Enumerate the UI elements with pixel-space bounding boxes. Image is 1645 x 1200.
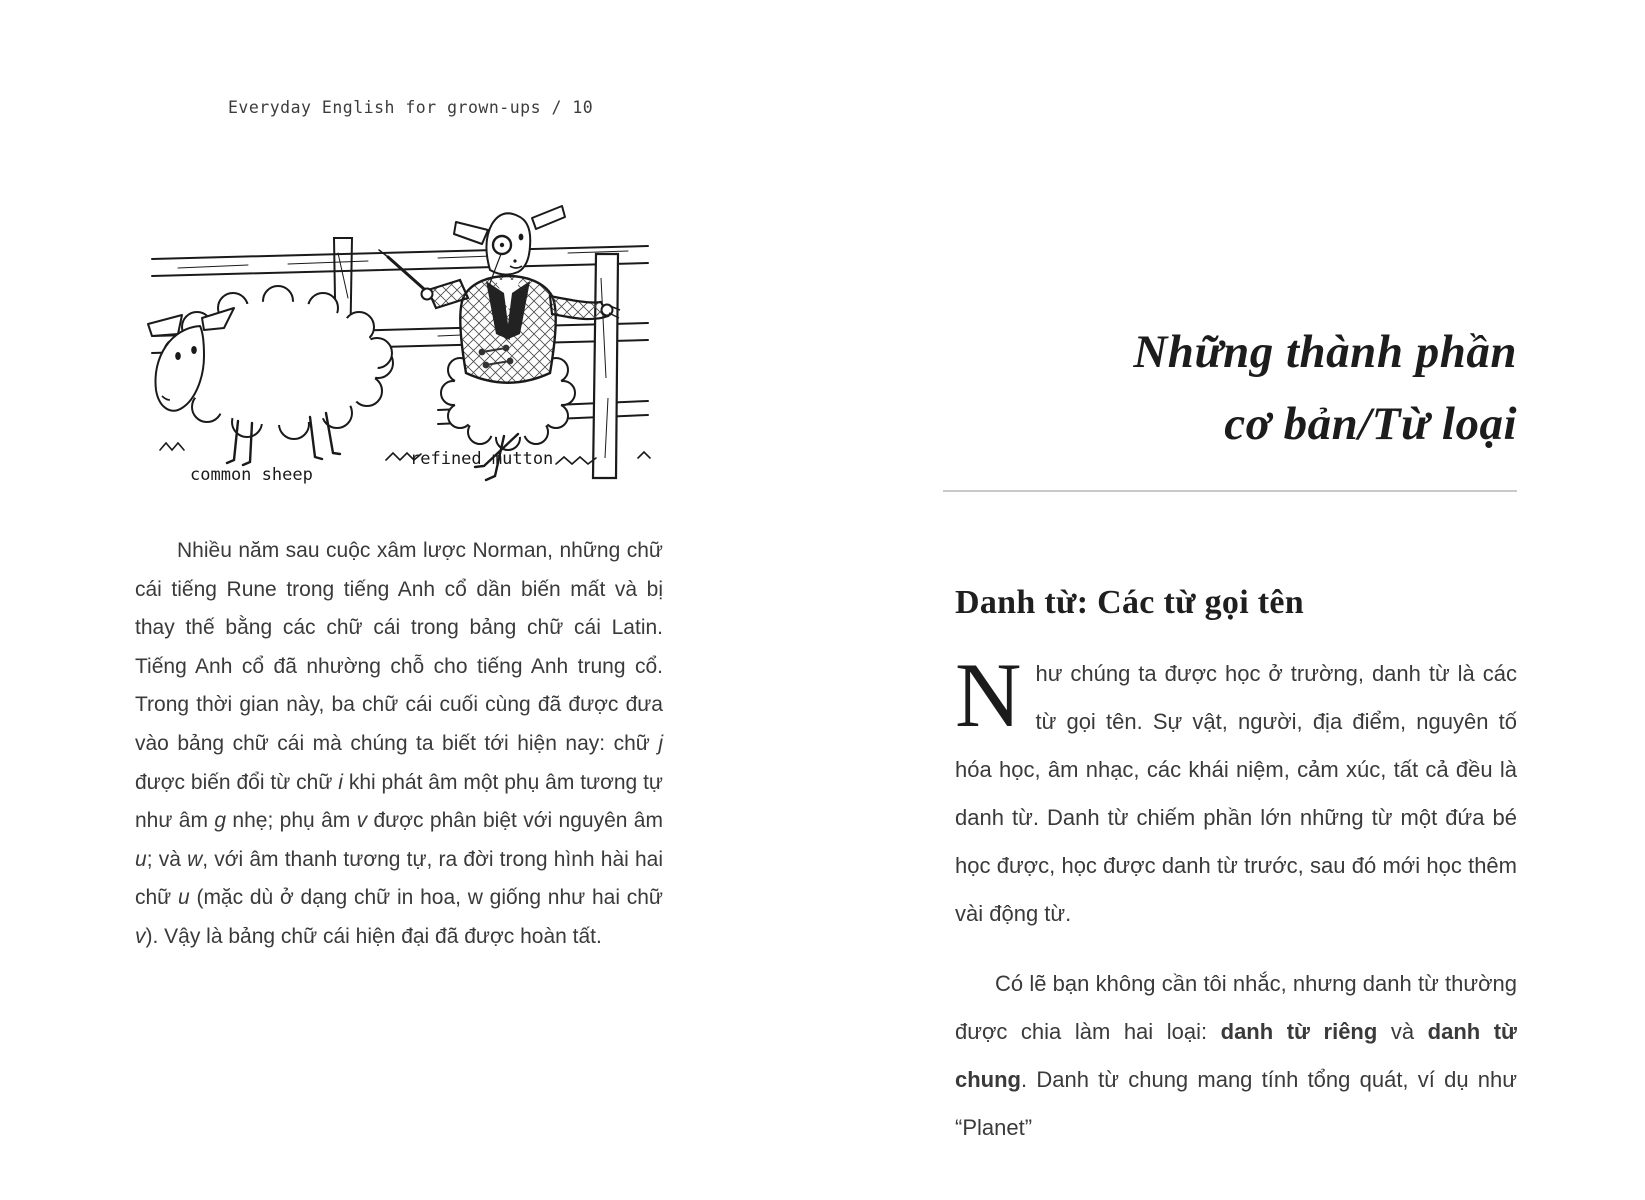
common-sheep <box>148 286 393 465</box>
right-page <box>955 316 1517 1174</box>
chapter-title-line-1: Những thành phần <box>1133 326 1517 378</box>
caption-refined-mutton: refined mutton <box>410 449 554 469</box>
noun-intro-text: hư chúng ta được học ở trường, danh từ là các từ gọi tên. Sự vật, người, địa điểm, nguyên tố hóa học, âm nhạc, các khái niệm, cảm xúc, tất cả đều là danh từ. Danh từ chiếm phần lớn những từ một đứa bé học được, học được danh từ trước, sau đó mới học thêm vài động từ. <box>955 661 1517 927</box>
chapter-title <box>955 316 1517 460</box>
caption-common-sheep: common sheep <box>190 465 313 485</box>
sheep-cartoon-illustration <box>138 158 666 496</box>
noun-intro-paragraph <box>955 644 1517 938</box>
title-divider-rule <box>943 490 1517 492</box>
section-heading: Danh từ: Các từ gọi tên <box>955 584 1304 621</box>
dropcap-letter: N <box>955 644 1022 747</box>
left-page-paragraph: Nhiều năm sau cuộc xâm lược Norman, những chữ cái tiếng Rune trong tiếng Anh cổ dần biến mất và bị thay thế bằng các chữ cái trong bảng chữ cái Latin. Tiếng Anh cổ đã nhường chỗ cho tiếng Anh trung cổ. Trong thời gian này, ba chữ cái cuối cùng đã được đưa vào bảng chữ cái mà chúng ta biết tới hiện nay: chữ j được biến đổi từ chữ i khi phát âm một phụ âm tương tự như âm g nhẹ; phụ âm v được phân biệt với nguyên âm u; và w, với âm thanh tương tự, ra đời trong hình hài hai chữ u (mặc dù ở dạng chữ in hoa, w giống như hai chữ v). Vậy là bảng chữ cái hiện đại đã được hoàn tất. <box>135 539 663 948</box>
noun-types-paragraph: Có lẽ bạn không cần tôi nhắc, nhưng danh từ thường được chia làm hai loại: danh từ riêng và danh từ chung. Danh từ chung mang tính tổng quát, ví dụ như “Planet” <box>955 971 1517 1141</box>
running-header: Everyday English for grown-ups / 10 <box>228 98 594 117</box>
fence-post <box>593 254 618 478</box>
chapter-title-line-2: cơ bản/Từ loại <box>1224 398 1517 450</box>
